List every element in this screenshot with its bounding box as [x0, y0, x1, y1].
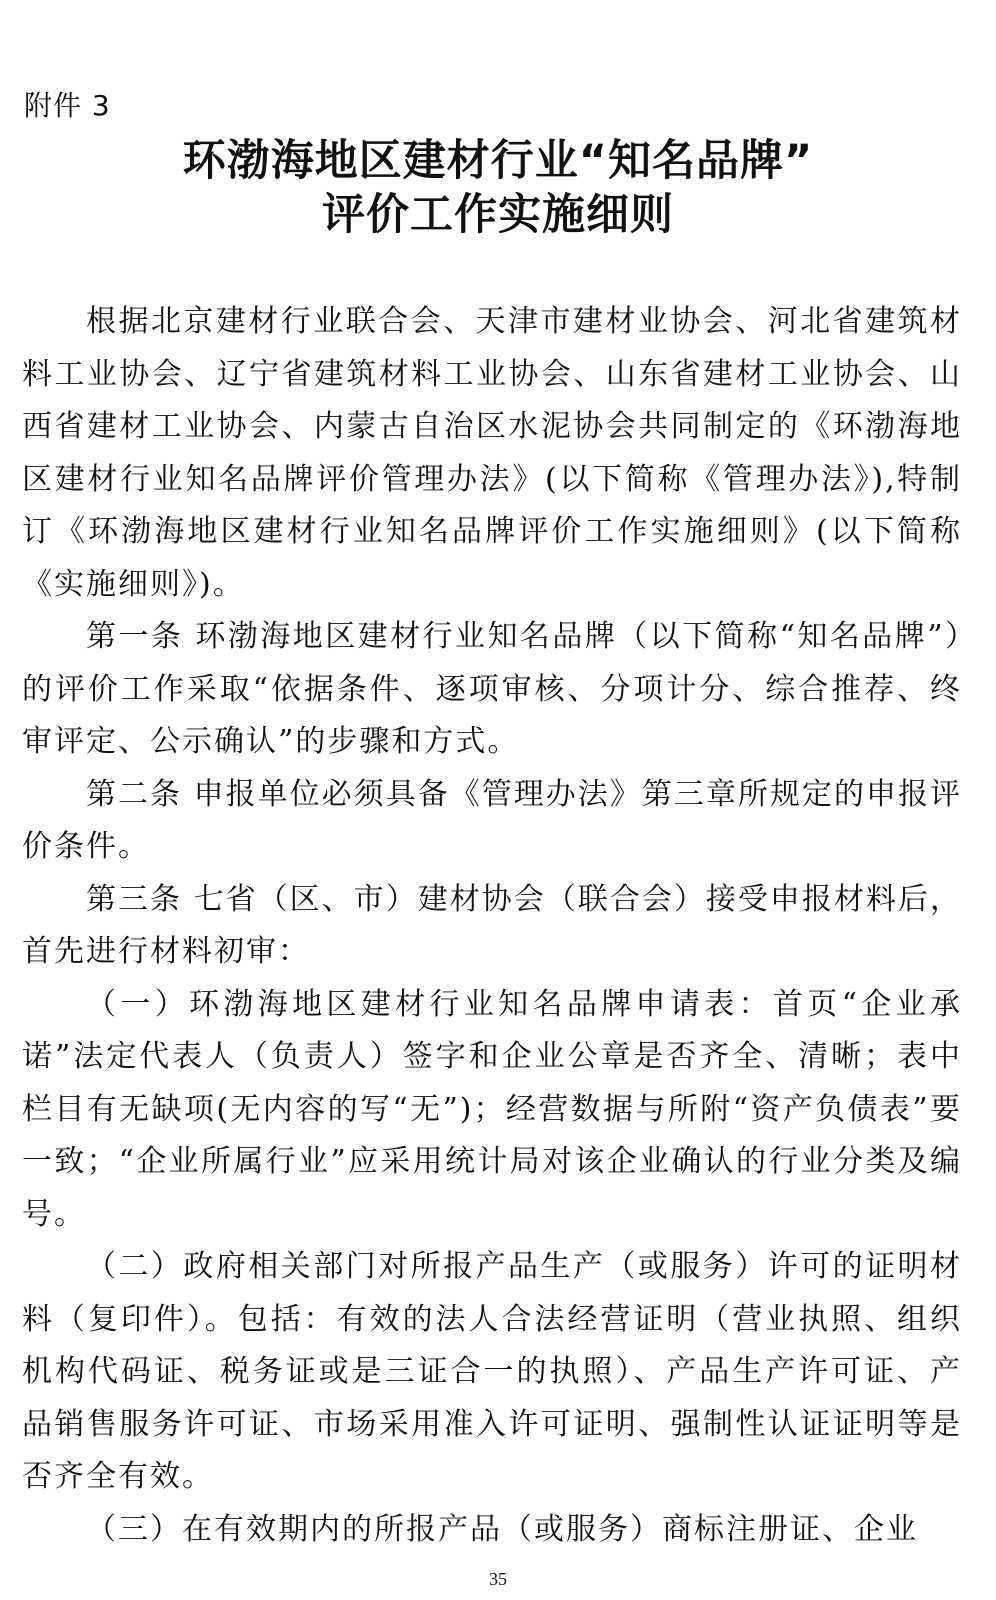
paragraph-item-2: （二）政府相关部门对所报产品生产（或服务）许可的证明材料（复印件）。包括：有效的法人合法经营证明（营业执照、组织机构代码证、税务证或是三证合一的执照）、产品生产许可证、产品销售服务许可证、市场采用准入许可证明、强制性认证证明等是否齐全有效。: [22, 1249, 962, 1494]
document-title-line-2: 评价工作实施细则: [322, 190, 674, 240]
paragraph-item-1: （一）环渤海地区建材行业知名品牌申请表：首页“企业承诺”法定代表人（负责人）签字和企业公章是否齐全、清晰；表中栏目有无缺项(无内容的写“无”)；经营数据与所附“资产负债表”要一致；“企业所属行业”应采用统计局对该企业确认的行业分类及编号。: [22, 986, 962, 1232]
page-number: 35: [489, 1569, 507, 1589]
paragraph-article-2: 第二条 申报单位必须具备《管理办法》第三章所规定的申报评价条件。: [22, 776, 962, 864]
attachment-label: 附件 3: [24, 89, 111, 122]
paragraph-intro: 根据北京建材行业联合会、天津市建材业协会、河北省建筑材料工业协会、辽宁省建筑材料工业协会、山东省建材工业协会、山西省建材工业协会、内蒙古自治区水泥协会共同制定的《环渤海地区建材行业知名品牌评价管理办法》(以下简称《管理办法》),特制订《环渤海地区建材行业知名品牌评价工作实施细则》(以下简称《实施细则》)。: [22, 304, 962, 602]
document-body: [22, 296, 962, 1556]
document-title-line-1: 环渤海地区建材行业“知名品牌”: [182, 136, 814, 186]
paragraph-article-1: 第一条 环渤海地区建材行业知名品牌（以下简称“知名品牌”）的评价工作采取“依据条件、逐项审核、分项计分、综合推荐、终审评定、公示确认”的步骤和方式。: [22, 619, 962, 759]
paragraph-article-3: 第三条 七省（区、市）建材协会（联合会）接受申报材料后，首先进行材料初审：: [22, 881, 962, 969]
paragraph-item-3: （三）在有效期内的所报产品（或服务）商标注册证、企业: [86, 1511, 918, 1547]
